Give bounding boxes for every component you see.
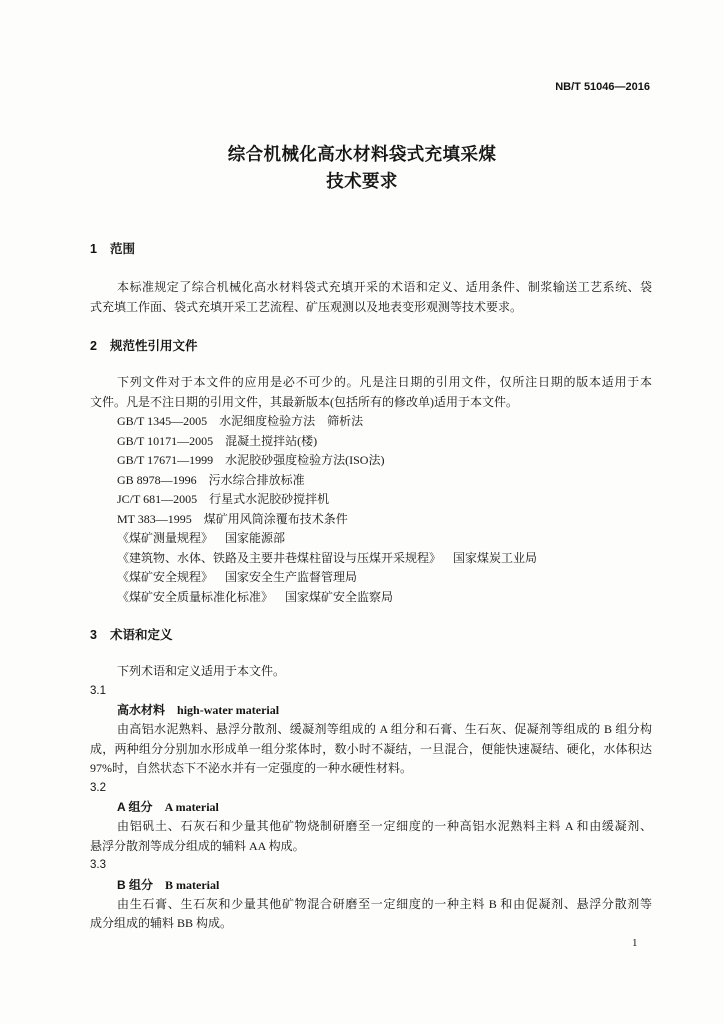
term-chinese: B 组分 xyxy=(117,877,154,892)
section-number: 2 xyxy=(90,339,97,353)
term-number: 3.1 xyxy=(90,684,106,697)
reference-item xyxy=(90,529,652,549)
reference-title: 水泥胶砂强度检验方法(ISO法) xyxy=(225,453,385,468)
reference-title: 国家煤矿安全监察局 xyxy=(285,589,394,604)
reference-title: 水泥细度检验方法 筛析法 xyxy=(219,414,364,429)
term-number: 3.2 xyxy=(90,781,106,794)
section-title: 术语和定义 xyxy=(110,628,173,642)
definition-line: 由高铝水泥熟料、悬浮分散剂、缓凝剂等组成的 A 组分和石膏、生石灰、促凝剂等组成的 B 组分构 xyxy=(117,722,652,737)
reference-title: 行星式水泥胶砂搅拌机 xyxy=(209,492,330,507)
reference-code: GB/T 1345—2005 xyxy=(117,414,208,429)
document-title xyxy=(0,141,724,195)
term-heading xyxy=(90,701,652,720)
reference-item xyxy=(90,588,652,608)
reference-code: MT 383—1995 xyxy=(117,511,192,526)
definition-line: 由铝矾土、石灰石和少量其他矿物烧制研磨至一定细度的一种高铝水泥熟料主料 A 和由缓凝剂、 xyxy=(117,819,652,834)
terms-and-definitions-body xyxy=(90,662,652,933)
term-english: B material xyxy=(165,877,220,892)
reference-title: 污水综合排放标准 xyxy=(208,472,305,487)
scope-paragraph xyxy=(90,277,652,317)
term-number: 3.3 xyxy=(90,859,106,872)
reference-code: GB/T 17671—1999 xyxy=(117,453,214,468)
paragraph-line: 式充填工作面、袋式充填开采工艺流程、矿压观测以及地表变形观测等技术要求。 xyxy=(90,300,523,314)
reference-item xyxy=(90,412,652,432)
title-line-1: 综合机械化高水材料袋式充填采煤 xyxy=(227,144,497,164)
reference-item xyxy=(90,568,652,588)
paragraph-line: 本标准规定了综合机械化高水材料袋式充填开采的术语和定义、适用条件、制浆输送工艺系统、袋 xyxy=(117,280,652,294)
reference-title: 国家煤炭工业局 xyxy=(453,550,538,565)
reference-item xyxy=(90,510,652,530)
section-heading-normative-references xyxy=(90,336,652,356)
reference-code: 《煤矿测量规程》 xyxy=(117,531,214,546)
section-heading-scope xyxy=(90,239,652,259)
term-chinese: 高水材料 xyxy=(117,703,166,718)
reference-item xyxy=(90,490,652,510)
reference-title: 国家安全生产监督管理局 xyxy=(225,570,358,585)
reference-code: JC/T 681—2005 xyxy=(117,492,198,507)
section-heading-terms-and-definitions xyxy=(90,625,652,645)
reference-item xyxy=(90,451,652,471)
term-english: A material xyxy=(164,800,219,815)
paragraph-line: 下列文件对于本文件的应用是必不可少的。凡是注日期的引用文件，仅所注日期的版本适用于本 xyxy=(117,375,652,390)
paragraph-line: 文件。凡是不注日期的引用文件，其最新版本(包括所有的修改单)适用于本文件。 xyxy=(90,394,518,409)
reference-item xyxy=(90,471,652,491)
standard-code-header: NB/T 51046—2016 xyxy=(555,81,650,93)
definition-line: 悬浮分散剂等成分组成的辅料 AA 构成。 xyxy=(90,838,305,853)
reference-code: GB 8978—1996 xyxy=(117,472,197,487)
page-number: 1 xyxy=(632,937,638,949)
reference-code: GB/T 10171—2005 xyxy=(117,433,214,448)
term-heading xyxy=(90,876,652,895)
title-line-2: 技术要求 xyxy=(326,171,398,191)
paragraph-line: 下列术语和定义适用于本文件。 xyxy=(117,664,286,679)
normative-references-body xyxy=(90,373,652,607)
reference-code: 《建筑物、水体、铁路及主要井巷煤柱留设与压煤开采规程》 xyxy=(117,550,442,565)
reference-item xyxy=(90,432,652,452)
definition-line: 97%时，自然状态下不泌水并有一定强度的一种水硬性材料。 xyxy=(90,761,412,776)
section-title: 范围 xyxy=(110,242,136,256)
definition-line: 成，两种组分分别加水形成单一组分浆体时，数小时不凝结，一旦混合，便能快速凝结、硬化，水体积达 xyxy=(90,741,652,756)
definition-line: 成分组成的辅料 BB 构成。 xyxy=(90,916,233,931)
term-english: high-water material xyxy=(177,703,280,718)
section-title: 规范性引用文件 xyxy=(110,339,198,353)
term-chinese: A 组分 xyxy=(117,800,153,815)
reference-code: 《煤矿安全质量标准化标准》 xyxy=(117,589,274,604)
term-heading xyxy=(90,798,652,817)
section-number: 1 xyxy=(90,242,97,256)
section-number: 3 xyxy=(90,628,97,642)
reference-title: 混凝土搅拌站(楼) xyxy=(225,433,318,448)
definition-line: 由生石膏、生石灰和少量其他矿物混合研磨至一定细度的一种主料 B 和由促凝剂、悬浮分散剂等 xyxy=(117,896,652,911)
reference-title: 煤矿用风筒涂覆布技术条件 xyxy=(203,511,348,526)
reference-item xyxy=(90,549,652,569)
reference-title: 国家能源部 xyxy=(225,531,286,546)
reference-code: 《煤矿安全规程》 xyxy=(117,570,214,585)
